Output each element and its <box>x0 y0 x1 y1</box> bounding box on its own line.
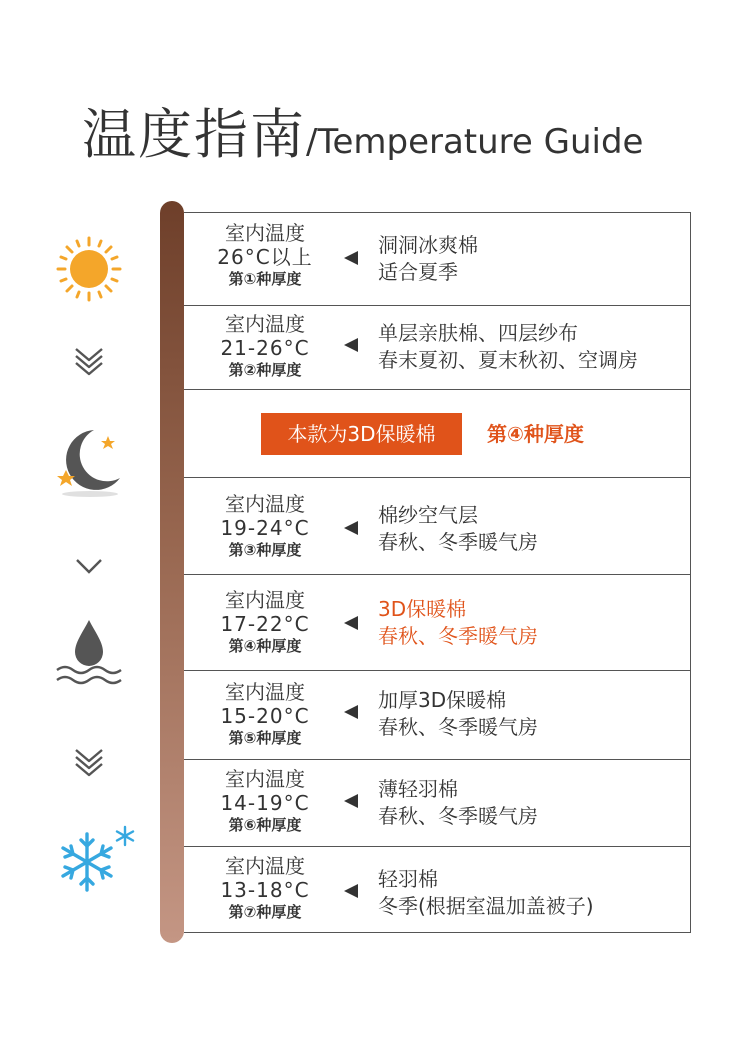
left-arrow-icon <box>344 705 358 719</box>
material-name: 加厚3D保暖棉 <box>378 688 507 712</box>
season-use: 春秋、冬季暖气房 <box>378 530 538 554</box>
temp-range: 14-19°C <box>220 791 310 815</box>
temp-label: 室内温度 <box>225 767 305 791</box>
triple-chevron-down-icon <box>73 345 105 377</box>
table-row <box>184 670 690 759</box>
temp-label: 室内温度 <box>225 221 305 245</box>
material-name: 棉纱空气层 <box>378 503 478 527</box>
material-name: 3D保暖棉 <box>378 597 467 621</box>
material-name: 单层亲肤棉、四层纱布 <box>378 321 578 345</box>
thickness-level: 第⑥种厚度 <box>228 816 302 834</box>
table-row <box>184 213 690 305</box>
title-cn: 温度指南 <box>82 103 306 166</box>
temp-label: 室内温度 <box>225 680 305 704</box>
temp-label: 室内温度 <box>225 588 305 612</box>
left-arrow-icon <box>344 794 358 808</box>
chevron-down-icon <box>74 556 104 576</box>
special-row <box>184 389 690 477</box>
product-badge: 本款为3D保暖棉 <box>261 413 462 455</box>
season-use: 春秋、冬季暖气房 <box>378 715 538 739</box>
moon-stars-icon <box>52 420 128 500</box>
material-name: 洞洞冰爽棉 <box>378 233 478 257</box>
water-drop-waves-icon <box>55 618 123 690</box>
temperature-table <box>184 212 691 933</box>
table-row <box>184 846 690 934</box>
page-title <box>82 92 643 169</box>
thickness-level: 第④种厚度 <box>228 637 302 655</box>
season-use: 春末夏初、夏末秋初、空调房 <box>378 348 638 372</box>
temp-range: 21-26°C <box>220 336 310 360</box>
temp-label: 室内温度 <box>225 312 305 336</box>
left-arrow-icon <box>344 616 358 630</box>
thickness-level: 第⑤种厚度 <box>228 729 302 747</box>
temp-range: 19-24°C <box>220 516 310 540</box>
temperature-gradient-bar <box>160 201 184 943</box>
temp-range: 15-20°C <box>220 704 310 728</box>
table-row <box>184 759 690 846</box>
table-row <box>184 477 690 574</box>
sun-icon <box>55 235 123 303</box>
triple-chevron-down-icon <box>73 746 105 778</box>
season-use: 适合夏季 <box>378 260 458 284</box>
left-arrow-icon <box>344 251 358 265</box>
thickness-level: 第③种厚度 <box>228 541 302 559</box>
special-thickness-label: 第④种厚度 <box>487 422 584 446</box>
left-arrow-icon <box>344 338 358 352</box>
material-name: 轻羽棉 <box>378 867 438 891</box>
material-name: 薄轻羽棉 <box>378 777 458 801</box>
season-use: 春秋、冬季暖气房 <box>378 804 538 828</box>
season-use: 春秋、冬季暖气房 <box>378 624 538 648</box>
title-en: /Temperature Guide <box>306 122 644 162</box>
left-arrow-icon <box>344 521 358 535</box>
table-row <box>184 574 690 670</box>
snowflake-icon <box>55 822 139 898</box>
temp-range: 13-18°C <box>220 878 310 902</box>
table-row <box>184 305 690 389</box>
season-use: 冬季(根据室温加盖被子) <box>378 894 594 918</box>
thickness-level: 第②种厚度 <box>228 361 302 379</box>
temp-range: 17-22°C <box>220 612 310 636</box>
thickness-level: 第①种厚度 <box>228 270 302 288</box>
temp-range: 26°C以上 <box>217 245 313 269</box>
thickness-level: 第⑦种厚度 <box>228 903 302 921</box>
left-arrow-icon <box>344 884 358 898</box>
temp-label: 室内温度 <box>225 492 305 516</box>
temp-label: 室内温度 <box>225 854 305 878</box>
